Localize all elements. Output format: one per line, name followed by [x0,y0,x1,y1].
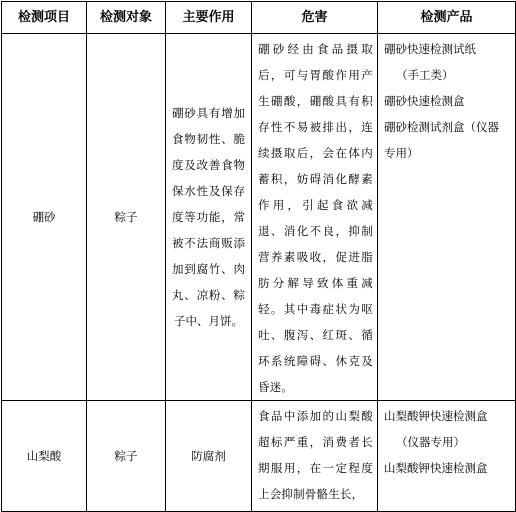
product-line: 专用） [384,146,419,160]
hazard-text: 硼砂经由食品摄取后，可与胃酸作用产生硼酸，硼酸具有积存性不易被排出，连续摄取后，会在体内蓄积，妨碍消化酵素作用，引起食欲减退、消化不良，抑制营养素吸收，促进脂肪分解导致体重减轻。其中毒症状为呕吐、腹泻、红斑、循环系统障碍、休克及昏迷。 [258,42,373,394]
table-row [2,34,516,401]
header-detection-object: 检测对象 [87,2,166,34]
cell-object [87,34,166,401]
product-line: 山梨酸钾快速检测盒 [384,409,488,423]
cell-hazard [252,401,378,512]
table-header-row [2,2,516,34]
product-line: （仪器专用） [396,435,465,449]
cell-item [2,34,87,401]
cell-products [378,34,516,401]
product-line: （手工类） [396,68,454,82]
function-text: 硼砂具有增加食物韧性、脆度及改善食物保水性及保存度等功能，常被不法商贩添加到腐竹、肉丸、凉粉、粽子中、月饼。 [172,106,245,328]
header-hazard: 危害 [252,2,378,34]
cell-item [2,401,87,512]
item-text: 山梨酸 [26,449,62,463]
product-line: 硼砂快速检测盒 [384,94,465,108]
hazard-text: 食品中添加的山梨酸超标严重，消费者长期服用，在一定程度上会抑制骨骼生长， [258,409,373,501]
item-text: 硼砂 [32,210,56,224]
product-line: 山梨酸钾快速检测盒 [384,461,488,475]
cell-products [378,401,516,512]
cell-hazard [252,34,378,401]
header-detection-item: 检测项目 [2,2,87,34]
cell-function [166,34,252,401]
cell-function [166,401,252,512]
header-main-function: 主要作用 [166,2,252,34]
product-line: 硼砂快速检测试纸 [384,42,476,56]
table-row [2,401,516,512]
detection-table [1,1,516,512]
header-detection-product: 检测产品 [378,2,516,34]
object-text: 粽子 [114,449,138,463]
object-text: 粽子 [114,210,138,224]
cell-object [87,401,166,512]
function-text: 防腐剂 [191,449,226,463]
product-line: 硼砂检测试剂盒（仪器 [384,120,499,134]
